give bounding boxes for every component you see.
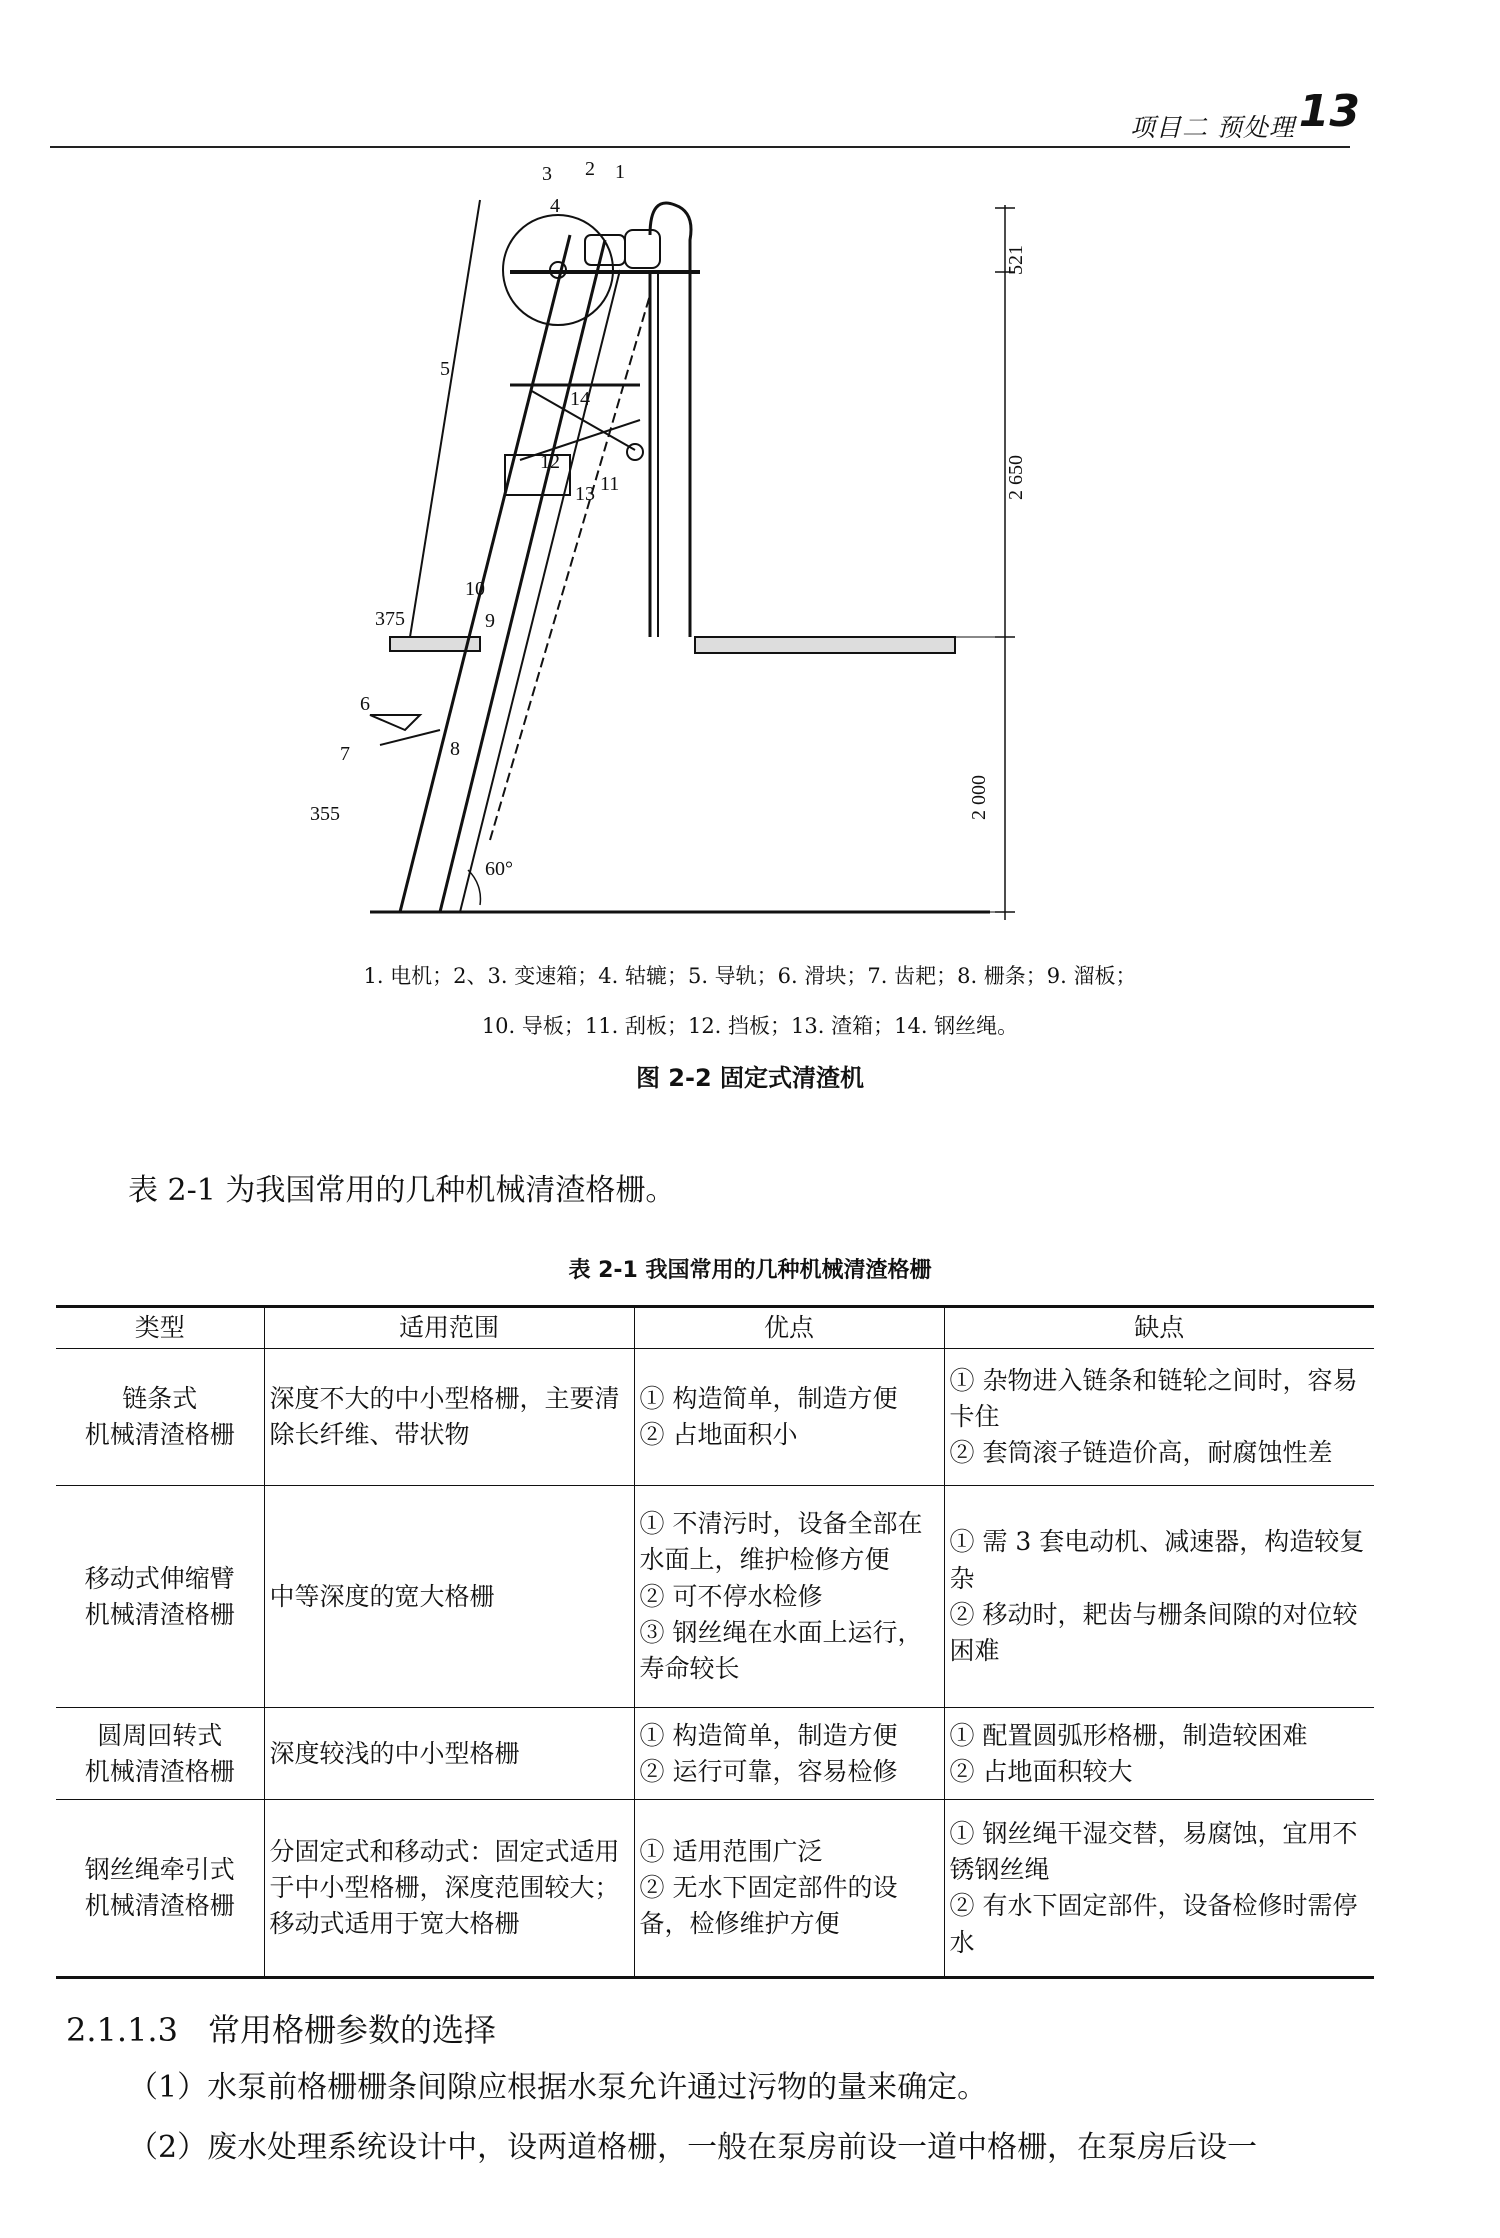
- table-header-row: [56, 1307, 1374, 1349]
- table-row: [56, 1486, 1374, 1708]
- list-item: （2）废水处理系统设计中，设两道格栅，一般在泵房前设一道中格栅，在泵房后设一: [128, 2130, 1258, 2165]
- fig-dim-375: 375: [375, 608, 405, 630]
- fig-dim-2650: 2 650: [1005, 455, 1027, 500]
- pro-item: ② 无水下固定部件的设备，检修维护方便: [639, 1873, 898, 1939]
- fig-label-13: 13: [575, 483, 595, 505]
- pro-item: ② 可不停水检修: [639, 1581, 823, 1611]
- type-line: 机械清渣格栅: [84, 1891, 235, 1921]
- header-scope: 适用范围: [264, 1307, 634, 1349]
- pro-item: ② 占地面积小: [639, 1420, 798, 1450]
- cell-scope: 深度较浅的中小型格栅: [264, 1708, 634, 1800]
- section-heading: [66, 2005, 496, 2051]
- cell-cons: [944, 1800, 1374, 1978]
- slider-shoe: [380, 730, 440, 745]
- type-line: 钢丝绳牵引式: [84, 1855, 235, 1884]
- table-title: 表 2-1 我国常用的几种机械清渣格栅: [568, 1258, 932, 1283]
- type-line: 移动式伸缩臂: [84, 1563, 235, 1593]
- figure-legend-line-1: 1. 电机；2、3. 变速箱；4. 轱辘；5. 导轨；6. 滑块；7. 齿耙；8. 栅条；9. 溜板；: [363, 964, 1137, 988]
- cell-type: [56, 1708, 264, 1800]
- rake: [370, 715, 420, 730]
- fig-label-10: 10: [465, 578, 485, 600]
- pro-item: ② 运行可靠，容易检修: [639, 1756, 898, 1786]
- type-line: 机械清渣格栅: [84, 1599, 235, 1629]
- frame-hook-post: [650, 203, 691, 637]
- cell-scope: 分固定式和移动式：固定式适用于中小型格栅，深度范围较大；移动式适用于宽大格栅: [264, 1800, 634, 1978]
- intro-paragraph: 表 2-1 为我国常用的几种机械清渣格栅。: [128, 1173, 676, 1208]
- floor-slab-right: [695, 637, 955, 653]
- guide-rail-back: [440, 240, 605, 912]
- fig-label-9: 9: [485, 610, 495, 632]
- cell-type: [56, 1486, 264, 1708]
- fig-dim-355: 355: [310, 803, 340, 825]
- type-line: 机械清渣格栅: [84, 1420, 235, 1450]
- grate-comparison-table: [56, 1305, 1374, 1979]
- header-pros: 优点: [634, 1307, 944, 1349]
- con-item: ① 钢丝绳干湿交替，易腐蚀，宜用不锈钢丝绳: [949, 1818, 1358, 1884]
- fig-label-4: 4: [550, 195, 560, 217]
- fig-dim-2000: 2 000: [968, 775, 990, 820]
- fig-label-11: 11: [600, 473, 620, 495]
- fig-label-2: 2: [585, 158, 595, 180]
- con-item: ② 套筒滚子链造价高，耐腐蚀性差: [949, 1438, 1333, 1468]
- con-item: ① 杂物进入链条和链轮之间时，容易卡住: [949, 1365, 1358, 1432]
- cell-pros: [634, 1486, 944, 1708]
- con-item: ① 需 3 套电动机、减速器，构造较复杂: [949, 1527, 1365, 1593]
- header-cons: 缺点: [944, 1307, 1374, 1349]
- cell-pros: [634, 1800, 944, 1978]
- fig-label-6: 6: [360, 693, 370, 715]
- pro-item: ① 构造简单，制造方便: [639, 1720, 898, 1750]
- header-type: 类型: [56, 1307, 264, 1349]
- pulley: [627, 444, 643, 460]
- cell-type: [56, 1800, 264, 1978]
- fig-label-14: 14: [570, 388, 590, 410]
- cell-scope: 深度不大的中小型格栅，主要清除长纤维、带状物: [264, 1349, 634, 1486]
- page-number: 13: [1298, 86, 1360, 137]
- pro-item: ① 不清污时，设备全部在水面上，维护检修方便: [639, 1509, 923, 1575]
- cell-cons: [944, 1708, 1374, 1800]
- fig-label-7: 7: [340, 743, 350, 765]
- list-item: （1）水泵前格栅栅条间隙应根据水泵允许通过污物的量来确定。: [128, 2070, 988, 2105]
- fig-label-8: 8: [450, 738, 460, 760]
- cell-pros: [634, 1708, 944, 1800]
- fig-label-1: 1: [615, 161, 625, 183]
- pro-item: ① 构造简单，制造方便: [639, 1384, 898, 1413]
- fig-dim-521: 521: [1005, 245, 1027, 275]
- section-title: 常用格栅参数的选择: [207, 2011, 496, 2049]
- fig-label-5: 5: [440, 358, 450, 380]
- cell-cons: [944, 1486, 1374, 1708]
- figure-legend-line-2: 10. 导板；11. 刮板；12. 挡板；13. 渣箱；14. 钢丝绳。: [481, 1014, 1019, 1038]
- con-item: ② 移动时，耙齿与栅条间隙的对位较困难: [949, 1599, 1358, 1665]
- pro-item: ① 适用范围广泛: [639, 1836, 823, 1866]
- cell-pros: [634, 1349, 944, 1486]
- table-row: [56, 1708, 1374, 1800]
- con-item: ① 配置圆弧形格栅，制造较困难: [949, 1720, 1308, 1750]
- running-title: 项目二 预处理: [1130, 113, 1295, 142]
- table-row: [56, 1800, 1374, 1978]
- fig-label-3: 3: [542, 163, 552, 185]
- cell-type: [56, 1349, 264, 1486]
- type-line: 圆周回转式: [97, 1720, 223, 1750]
- con-item: ② 有水下固定部件，设备检修时需停水: [949, 1891, 1358, 1957]
- figure-cleaning-machine: [310, 158, 1030, 920]
- fig-angle: 60°: [485, 858, 513, 880]
- floor-slab-left: [410, 200, 480, 637]
- table-row: [56, 1349, 1374, 1486]
- type-line: 机械清渣格栅: [84, 1756, 235, 1786]
- cell-cons: [944, 1349, 1374, 1486]
- section-number: 2.1.1.3: [66, 2011, 178, 2049]
- motor: [625, 230, 660, 268]
- header-divider: [50, 146, 1350, 148]
- fig-label-12: 12: [540, 451, 560, 473]
- figure-title: 图 2-2 固定式清渣机: [635, 1064, 865, 1092]
- pro-item: ③ 钢丝绳在水面上运行，寿命较长: [639, 1617, 923, 1684]
- type-line: 链条式: [122, 1384, 198, 1413]
- gearbox: [585, 235, 625, 265]
- cell-scope: 中等深度的宽大格栅: [264, 1486, 634, 1708]
- con-item: ② 占地面积较大: [949, 1756, 1133, 1786]
